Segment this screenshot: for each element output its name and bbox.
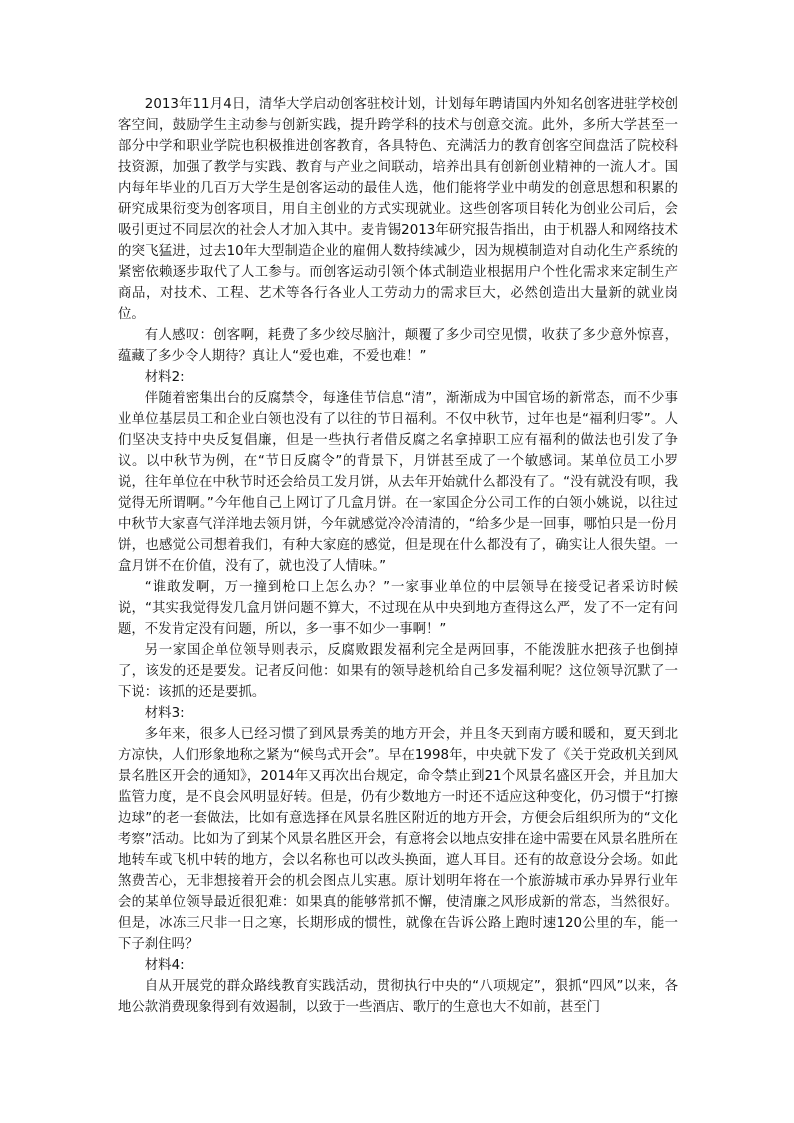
document-body — [118, 94, 678, 1018]
material-3-label: 材料3: — [144, 706, 185, 721]
paragraph-maker-education: 2013年11月4日，清华大学启动创客驻校计划，计划每年聘请国内外知名创客进驻学校创客空间，鼓励学生主动参与创新实践，提升跨学科的技术与创意交流。此外，多所大学甚至一部分中学和职业学院也积极推进创客教育，各具特色、充满活力的教育创客空间盘活了院校科技资源，加强了教学与实践、教育与产业之间联动，培养出具有创新创业精神的一流人才。国内每年毕业的几百万大学生是创客运动的最佳人选，他们能将学业中萌发的创意思想和积累的研究成果衍变为创客项目，用自主创业的方式实现就业。这些创客项目转化为创业公司后，会吸引更过不同层次的社会人才加入其中。麦肯锡2013年研究报告指出，由于机器人和网络技术的突飞猛进，过去10年大型制造企业的雇佣人数持续减少，因为规模制造对自动化生产系统的紧密依赖逐步取代了人工参与。而创客运动引领个体式制造业根据用户个性化需求来定制生产商品，对技术、工程、艺术等各行各业人工劳动力的需求巨大，必然创造出大量新的就业岗位。 — [118, 97, 678, 322]
paragraph-holiday-welfare: 伴随着密集出台的反腐禁令，每逢佳节信息“清”，渐渐成为中国官场的新常态，而不少事业单位基层员工和企业白领也没有了以往的节日福利。不仅中秋节，过年也是“福利归零”。人们坚决支持中央反复倡廉，但是一些执行者借反腐之名拿掉职工应有福利的做法也引发了争议。以中秋节为例，在“节日反腐令”的背景下，月饼甚至成了一个敏感词。某单位员工小罗说，往年单位在中秋节时还会给员工发月饼，从去年开始就什么都没有了。“没有就没有呗，我觉得无所谓啊。”今年他自己上网订了几盒月饼。在一家国企分公司工作的白领小姚说，以往过中秋节大家喜气洋洋地去领月饼，今年就感觉冷冷清清的，“给多少是一回事，哪怕只是一份月饼，也感觉公司想着我们，有种大家庭的感觉，但是现在什么都没有了，确实让人很失望。一盒月饼不在价值，没有了，就也没了人情味。” — [118, 391, 678, 574]
paragraph-public-spending: 自从开展党的群众路线教育实践活动，贯彻执行中央的“八项规定”，狠抓“四风”以来，各地公款消费现象得到有效遏制，以致于一些酒店、歌厅的生意也大不如前，甚至门 — [118, 979, 678, 1015]
material-2-label: 材料2: — [144, 370, 185, 385]
material-4-label: 材料4: — [144, 958, 185, 973]
paragraph-maker-exclamation: 有人感叹：创客啊，耗费了多少绞尽脑汁，颠覆了多少司空见惯，收获了多少意外惊喜，蕴藏了多少令人期待？真让人“爱也难，不爱也难！” — [118, 328, 678, 364]
paragraph-scenic-meetings: 多年来，很多人已经习惯了到风景秀美的地方开会，并且冬天到南方暖和暖和，夏天到北方凉快，人们形象地称之紧为“候鸟式开会”。早在1998年，中央就下发了《关于党政机关到风景名胜区开会的通知》，2014年又再次出台规定，命令禁止到21个风景名盛区开会，并且加大监管力度，是不良会风明显好转。但是，仍有少数地方一时还不适应这种变化，仍习惯于“打擦边球”的老一套做法，比如有意选择在风景名胜区附近的地方开会，方便会后组织所为的“文化考察”活动。比如为了到某个风景名胜区开会，有意将会以地点安排在途中需要在风景名胜所在地转车或飞机中转的地方，会以名称也可以改头换面，遮人耳目。还有的故意设分会场。如此煞费苦心，无非想接着开会的机会图点儿实惠。原计划明年将在一个旅游城市承办异界行业年会的某单位领导最近很犯难：如果真的能够常抓不懈，使清廉之风形成新的常态，当然很好。但是，冰冻三尺非一日之寒，长期形成的惯性，就像在告诉公路上跑时速120公里的车，能一下子刹住吗？ — [118, 727, 678, 952]
paragraph-manager-quote: “谁敢发啊，万一撞到枪口上怎么办？”一家事业单位的中层领导在接受记者采访时候说，“其实我觉得发几盒月饼问题不算大，不过现在从中央到地方查得这么严，发了不一定有问题，不发肯定没有问题，所以，多一事不如少一事啊！” — [118, 580, 678, 637]
paragraph-soe-leader: 另一家国企单位领导则表示，反腐败跟发福利完全是两回事，不能泼脏水把孩子也倒掉了，该发的还是要发。记者反问他：如果有的领导趁机给自己多发福利呢？这位领导沉默了一下说：该抓的还是要抓。 — [118, 643, 678, 700]
